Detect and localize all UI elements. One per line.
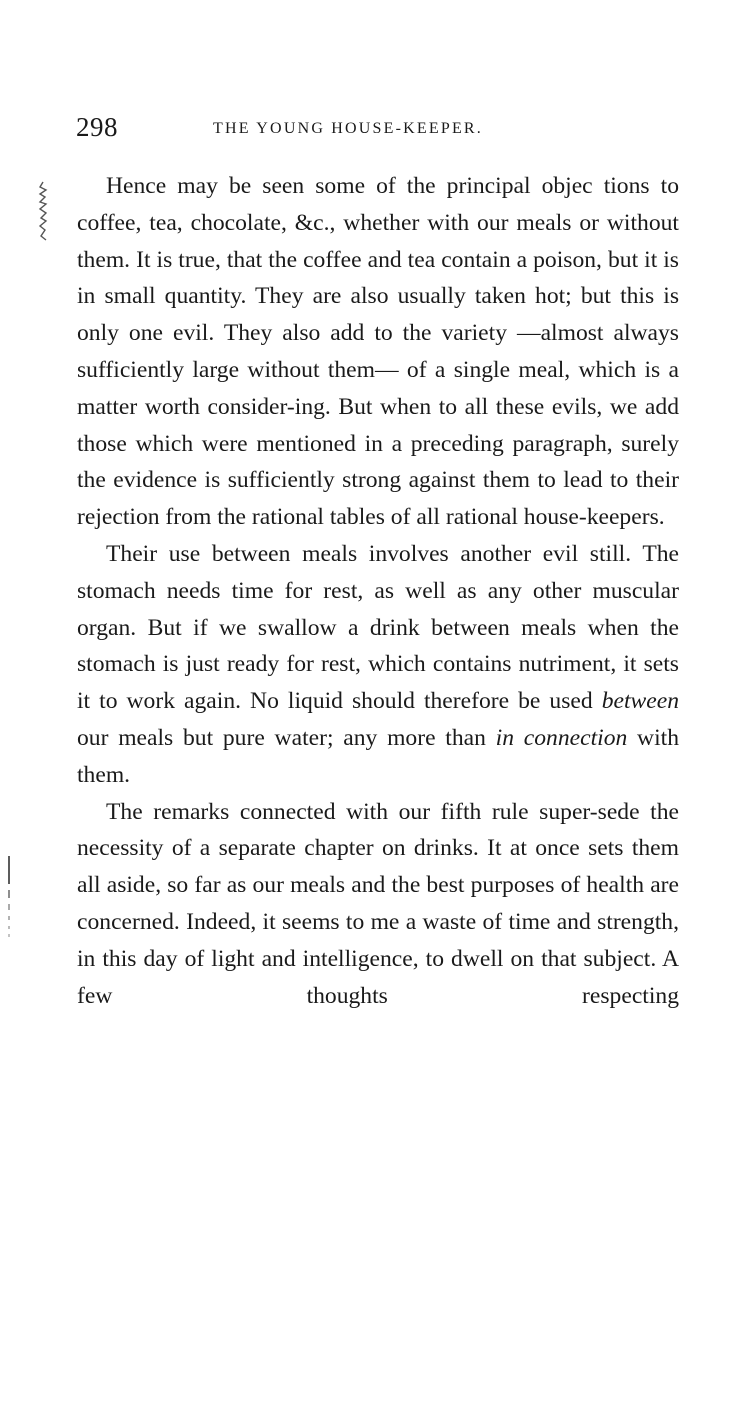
paragraph [77, 536, 679, 794]
page-number: 298 [76, 112, 118, 142]
text-run: The remarks connected with our fifth rule super-sede the necessity of a separate chapter on drinks. It at once sets them all aside, so far as our meals and the best purposes of health are concerned. Indeed, it seems to me a waste of time and strength, in this day of light and intelligence, to dwell on that subject. A few thoughts respecting [77, 798, 679, 1009]
italic-text: in connection [495, 724, 628, 751]
paragraph [77, 794, 679, 1015]
running-head [76, 112, 686, 148]
text-run: Hence may be seen some of the principal objec tions to coffee, tea, chocolate, &c., whether with our meals or without them. It is true, that the coffee and tea contain a poison, but it is in small quantity. They are also usually taken hot; but this is only one evil. They also add to the variety —almost always sufficiently large without them— of a single meal, which is a matter worth consider-ing. But when to all these evils, we add those which were mentioned in a preceding paragraph, surely the evidence is sufficiently strong against them to lead to their rejection from the rational tables of all rational house-keepers. [77, 173, 679, 531]
paragraph [77, 168, 679, 536]
margin-tick-marks-icon [4, 854, 14, 940]
text-run: with them. [77, 724, 679, 788]
body-text [77, 168, 679, 1014]
text-run: our meals but pure water; any more than [77, 724, 496, 751]
running-title: THE YOUNG HOUSE-KEEPER. [213, 120, 483, 137]
text-run: Their use between meals involves another evil still. The stomach needs time for rest, as well as any other muscular organ. But if we swallow a drink between meals when the stomach is just ready for rest, which contains nutriment, it sets it to work again. No liquid should therefore be used [77, 540, 679, 715]
italic-text: between [601, 688, 679, 715]
margin-scribble-icon [36, 180, 50, 244]
